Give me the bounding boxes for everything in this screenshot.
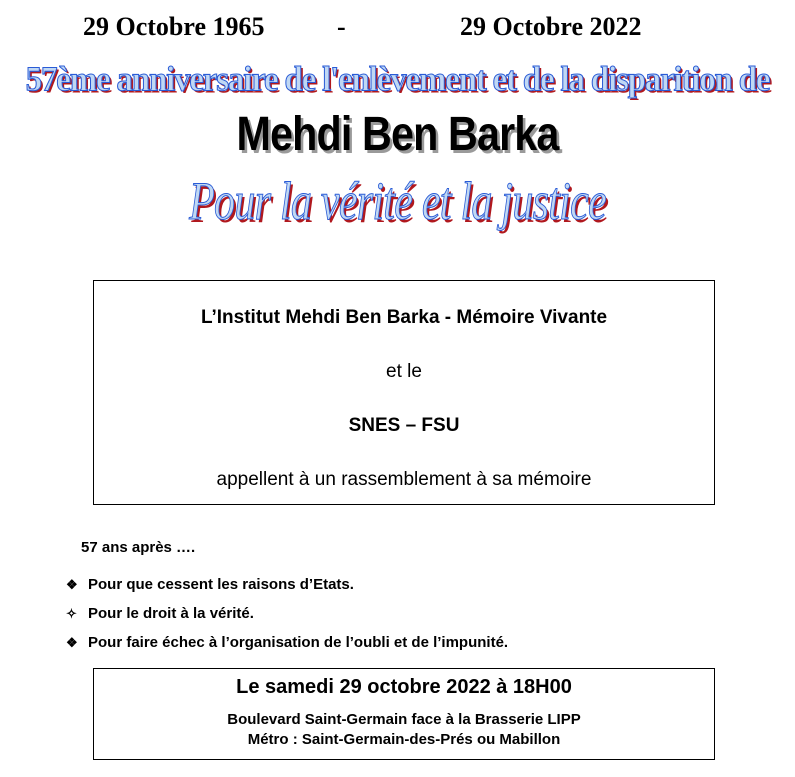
call-to-gather: appellent à un rassemblement à sa mémoire (216, 469, 592, 490)
diamond-bullet-icon: ❖ (66, 576, 78, 592)
organizer-union: SNES – FSU (348, 415, 460, 436)
date-header (0, 12, 795, 46)
date-separator: - (337, 12, 346, 41)
person-name-title: Mehdi Ben Barka (236, 108, 559, 161)
event-metro: Métro : Saint-Germain-des-Prés ou Mabillon (247, 731, 561, 748)
diamond-bullet-icon: ❖ (66, 634, 78, 650)
organizer-conjunction: et le (386, 361, 422, 382)
start-date: 29 Octobre 1965 (83, 12, 265, 41)
organizer-institute: L’Institut Mehdi Ben Barka - Mémoire Vivante (200, 307, 608, 328)
event-place: Boulevard Saint-Germain face à la Brasserie LIPP (227, 711, 581, 728)
motto-heading: Pour la vérité et la justice (189, 171, 606, 231)
reason-text: Pour que cessent les raisons d’Etats. (88, 576, 354, 593)
list-item (66, 599, 508, 628)
sparkle-bullet-icon: ✧ (66, 605, 77, 621)
anniversary-heading: 57ème anniversaire de l'enlèvement et de la disparition de (25, 61, 770, 99)
event-datetime: Le samedi 29 octobre 2022 à 18H00 (236, 676, 572, 698)
reason-text: Pour le droit à la vérité. (88, 605, 254, 622)
event-box (93, 668, 715, 760)
reasons-list (66, 570, 508, 657)
list-item (66, 628, 508, 657)
reason-text: Pour faire échec à l’organisation de l’oubli et de l’impunité. (88, 634, 509, 651)
list-item (66, 570, 508, 599)
end-date: 29 Octobre 2022 (460, 12, 642, 41)
organizers-box (93, 280, 715, 505)
intro-text: 57 ans après …. (81, 539, 196, 556)
